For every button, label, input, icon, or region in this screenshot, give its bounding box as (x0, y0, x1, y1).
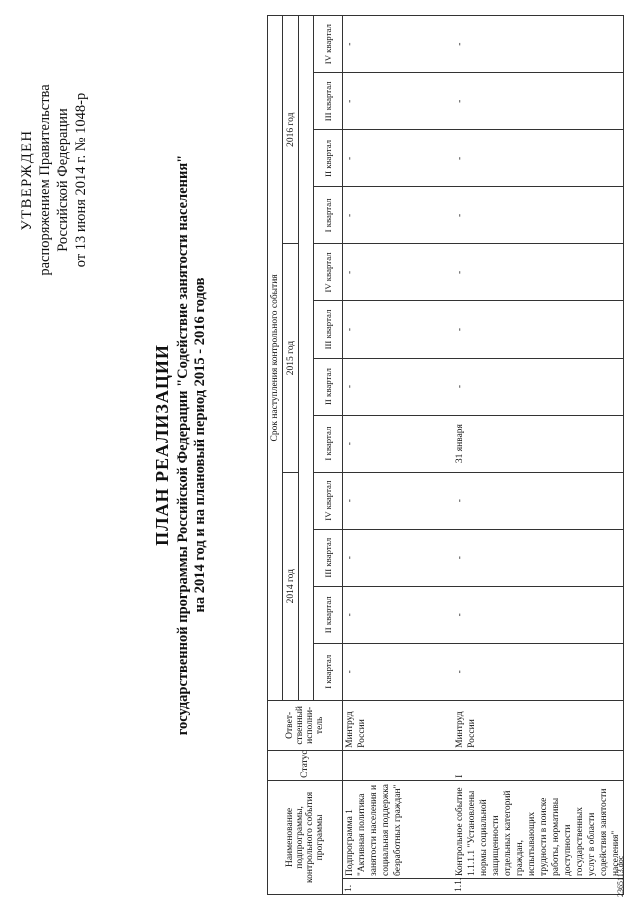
row-name: Подпрограмма 1 "Активная политика занятости населения и социальная поддержка безработных граждан" (343, 780, 453, 878)
row-quarter-cell: - (453, 73, 624, 130)
approval-heading: УТВЕРЖДЕН (19, 129, 35, 231)
header-status: Статус (268, 750, 343, 780)
header-spacer (299, 16, 314, 701)
header-quarter: IV квартал (314, 244, 343, 301)
row-quarter-cell: - (453, 301, 624, 358)
header-year-2014: 2014 год (283, 472, 299, 700)
plan-table (267, 15, 624, 895)
header-quarter: I квартал (314, 415, 343, 472)
header-quarter: I квартал (314, 643, 343, 700)
row-quarter-cell: - (343, 73, 453, 130)
row-quarter-cell: - (453, 187, 624, 244)
row-status: I (453, 750, 624, 780)
row-name: Контрольное событие 1.1.1.1 "Установлены нормы социальной защищенности отдельных категорий граждан, испытывающих трудности в поиске работы, нормативы доступности государственных услуг в области содействия занятости населения" (453, 780, 624, 878)
header-executor: Ответ-ственный исполни-тель (268, 700, 343, 750)
row-quarter-cell: - (343, 244, 453, 301)
header-period: Срок наступления контрольного события (268, 16, 283, 701)
title-line-2: государственной программы Российской Федерации "Содействие занятости населения" (175, 154, 191, 736)
title-line-3: на 2014 год и на плановый период 2015 - 2016 годов (192, 277, 208, 613)
row-number: 1. (343, 878, 453, 894)
row-quarter-cell: - (343, 187, 453, 244)
row-quarter-cell: - (453, 16, 624, 73)
row-quarter-cell: - (343, 415, 453, 472)
row-quarter-cell: 31 января (453, 415, 624, 472)
header-quarter: II квартал (314, 130, 343, 187)
row-quarter-cell: - (343, 643, 453, 700)
header-quarter: III квартал (314, 529, 343, 586)
row-number: 1.1. (453, 878, 624, 894)
row-quarter-cell: - (453, 358, 624, 415)
table-row (453, 16, 624, 895)
title-line-1: ПЛАН РЕАЛИЗАЦИИ (152, 344, 172, 546)
row-quarter-cell: - (343, 472, 453, 529)
table-row (343, 16, 453, 895)
header-quarter: III квартал (314, 73, 343, 130)
approval-block (18, 15, 90, 345)
row-quarter-cell: - (343, 529, 453, 586)
row-quarter-cell: - (343, 301, 453, 358)
approval-line-4: от 13 июня 2014 г. № 1048-р (73, 92, 89, 268)
header-quarter: II квартал (314, 586, 343, 643)
document-title (152, 135, 209, 755)
row-quarter-cell: - (453, 643, 624, 700)
approval-line-3: Российской Федерации (55, 108, 71, 252)
row-executor: Минтруд России (453, 700, 624, 750)
row-quarter-cell: - (343, 16, 453, 73)
row-executor: Минтруд России (343, 700, 453, 750)
row-quarter-cell: - (343, 358, 453, 415)
header-quarter: II квартал (314, 358, 343, 415)
header-quarter: III квартал (314, 301, 343, 358)
row-quarter-cell: - (453, 472, 624, 529)
row-quarter-cell: - (453, 130, 624, 187)
header-quarter: I квартал (314, 187, 343, 244)
approval-line-2: распоряжением Правительства (37, 84, 53, 276)
header-name: Наименование подпрограммы, контрольного события программы (268, 780, 343, 894)
row-quarter-cell: - (453, 586, 624, 643)
row-quarter-cell: - (343, 130, 453, 187)
header-year-2016: 2016 год (283, 16, 299, 244)
header-year-2015: 2015 год (283, 244, 299, 472)
row-quarter-cell: - (453, 244, 624, 301)
header-quarter: IV квартал (314, 472, 343, 529)
row-status (343, 750, 453, 780)
row-quarter-cell: - (343, 586, 453, 643)
header-quarter: IV квартал (314, 16, 343, 73)
document-filename: 2365113.doc (616, 855, 625, 897)
row-quarter-cell: - (453, 529, 624, 586)
